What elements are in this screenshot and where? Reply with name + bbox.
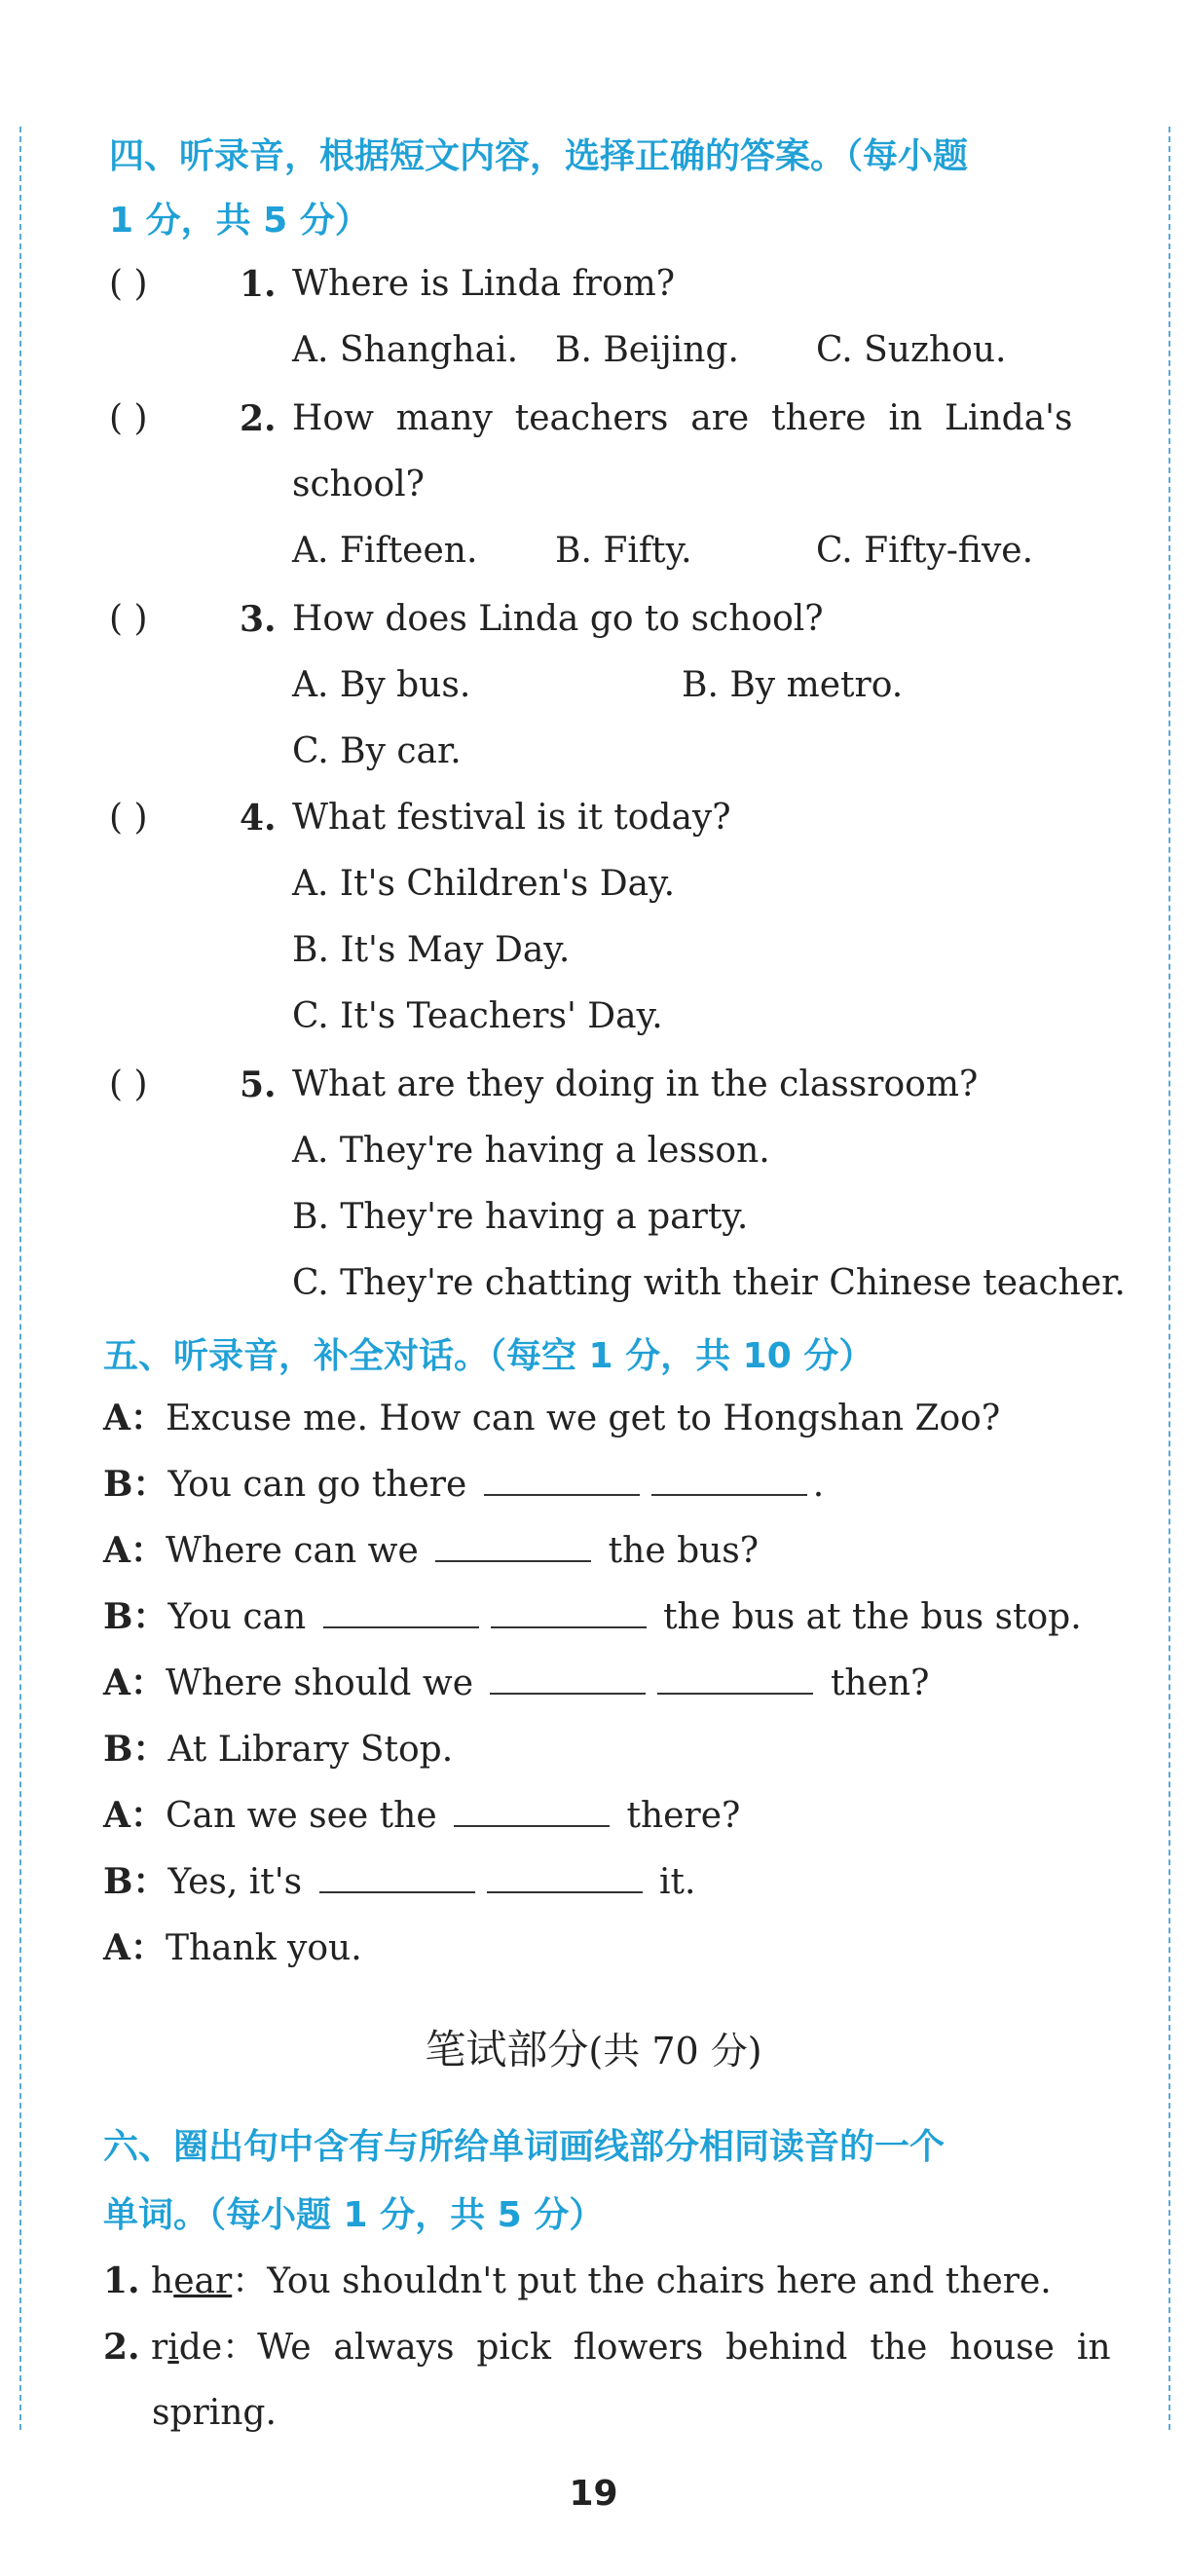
answer-paren[interactable]: ( ): [109, 1064, 148, 1104]
given-word: [151, 2328, 222, 2368]
speaker: A：: [103, 1795, 166, 1836]
dialogue-line: [103, 1595, 1082, 1639]
fill-blank[interactable]: [323, 1597, 479, 1628]
line-text: You can go there: [167, 1465, 467, 1505]
line-text: Where can we: [165, 1531, 419, 1571]
section5-title: 五、听录音，补全对话。（每空 1 分，共 10 分）: [103, 1336, 874, 1376]
question-text: Where is Linda from?: [292, 264, 676, 304]
option-a: A. It's Children's Day.: [292, 864, 676, 904]
question-number: 1.: [240, 264, 277, 305]
question-text: How does Linda go to school?: [292, 599, 824, 639]
line-text-post: there?: [626, 1796, 741, 1836]
line-text-post: the bus at the bus stop.: [663, 1597, 1082, 1637]
speaker: B：: [103, 1596, 168, 1637]
dialogue-line: [103, 1728, 453, 1772]
line-text-post: it.: [659, 1862, 696, 1902]
word-part: h: [151, 2261, 174, 2301]
sentence-text[interactable]: ：You shouldn't put the chairs here and there.: [232, 2261, 1052, 2301]
fill-blank[interactable]: [435, 1531, 591, 1562]
line-text: Yes, it's: [167, 1862, 303, 1902]
option-b: B. By metro.: [682, 665, 904, 705]
option-b: B. It's May Day.: [292, 930, 571, 970]
fill-blank[interactable]: [319, 1862, 475, 1893]
fill-blank[interactable]: [484, 1465, 640, 1496]
question-text: What are they doing in the classroom?: [292, 1064, 979, 1104]
written-part-score: (共 70 分): [588, 2030, 762, 2072]
line-text-post: then?: [830, 1663, 930, 1703]
dialogue-line: [103, 1463, 824, 1507]
fill-blank[interactable]: [491, 1597, 647, 1628]
question-text: How many teachers are there in Linda's: [292, 398, 1073, 438]
line-text: Thank you.: [165, 1928, 362, 1968]
page-number: 19: [569, 2474, 618, 2514]
dialogue-line: [103, 1926, 362, 1970]
line-text: Where should we: [165, 1663, 474, 1703]
right-margin-dashed-line: [1168, 127, 1170, 2430]
line-text: At Library Stop.: [167, 1730, 454, 1770]
section4-title-line2: 1 分，共 5 分）: [109, 201, 370, 241]
question-number: 5.: [240, 1064, 277, 1105]
speaker: B：: [103, 1464, 168, 1505]
question-text: What festival is it today?: [292, 798, 731, 838]
section6-title-line2: 单词。（每小题 1 分，共 5 分）: [103, 2195, 605, 2235]
line-text-post: .: [812, 1465, 825, 1505]
word-part: r: [151, 2328, 168, 2368]
option-a: A. By bus.: [292, 665, 471, 705]
option-b: B. They're having a party.: [292, 1197, 749, 1237]
written-part-title: 笔试部分: [425, 2026, 589, 2073]
phonics-item: [103, 2259, 1052, 2303]
dialogue-line: [103, 1397, 1000, 1440]
option-c: C. Fifty-five.: [816, 531, 1034, 571]
question-text-cont: school?: [292, 465, 425, 504]
option-b: B. Fifty.: [555, 531, 692, 571]
section6-title-line1: 六、圈出句中含有与所给单词画线部分相同读音的一个: [103, 2127, 946, 2167]
word-part: de: [178, 2328, 223, 2368]
option-a: A. Shanghai.: [292, 330, 519, 370]
fill-blank[interactable]: [454, 1796, 610, 1827]
fill-blank[interactable]: [657, 1663, 813, 1695]
item-number: 1.: [103, 2260, 140, 2301]
dialogue-line: [103, 1661, 929, 1705]
line-text: You can: [167, 1597, 307, 1637]
word-underlined-part: ear: [173, 2261, 233, 2301]
option-a: A. They're having a lesson.: [292, 1131, 770, 1171]
sentence-text[interactable]: ：We always pick flowers behind the house in: [222, 2328, 1111, 2368]
answer-paren[interactable]: ( ): [109, 798, 148, 838]
option-c: C. They're chatting with their Chinese teacher.: [292, 1263, 1126, 1303]
word-underlined-part: i: [167, 2328, 179, 2368]
phonics-item: [103, 2326, 1111, 2370]
option-a: A. Fifteen.: [292, 531, 478, 571]
answer-paren[interactable]: ( ): [109, 599, 148, 639]
answer-paren[interactable]: ( ): [109, 398, 148, 438]
fill-blank[interactable]: [651, 1465, 807, 1496]
line-text-post: the bus?: [608, 1531, 760, 1571]
speaker: B：: [103, 1861, 168, 1902]
dialogue-line: [103, 1860, 695, 1904]
answer-paren[interactable]: ( ): [109, 264, 148, 304]
left-margin-dashed-line: [19, 127, 21, 2430]
question-number: 3.: [240, 599, 277, 640]
speaker: B：: [103, 1729, 168, 1770]
sentence-text-cont[interactable]: spring.: [152, 2393, 277, 2433]
question-number: 2.: [240, 398, 277, 439]
option-c: C. Suzhou.: [816, 330, 1007, 370]
speaker: A：: [103, 1927, 166, 1968]
item-number: 2.: [103, 2327, 140, 2368]
written-part-heading: [0, 2018, 1187, 2076]
line-text: Excuse me. How can we get to Hongshan Zoo?: [165, 1399, 1001, 1438]
fill-blank[interactable]: [490, 1663, 646, 1695]
option-c: C. By car.: [292, 731, 462, 771]
question-number: 4.: [240, 798, 277, 839]
speaker: A：: [103, 1398, 166, 1438]
option-c: C. It's Teachers' Day.: [292, 996, 663, 1036]
option-b: B. Beijing.: [555, 330, 739, 370]
dialogue-line: [103, 1794, 740, 1838]
line-text: Can we see the: [165, 1796, 437, 1836]
given-word: [151, 2261, 232, 2301]
dialogue-line: [103, 1529, 759, 1573]
speaker: A：: [103, 1662, 166, 1703]
section4-title-line1: 四、听录音，根据短文内容，选择正确的答案。（每小题: [109, 136, 969, 176]
fill-blank[interactable]: [487, 1862, 643, 1893]
speaker: A：: [103, 1530, 166, 1571]
